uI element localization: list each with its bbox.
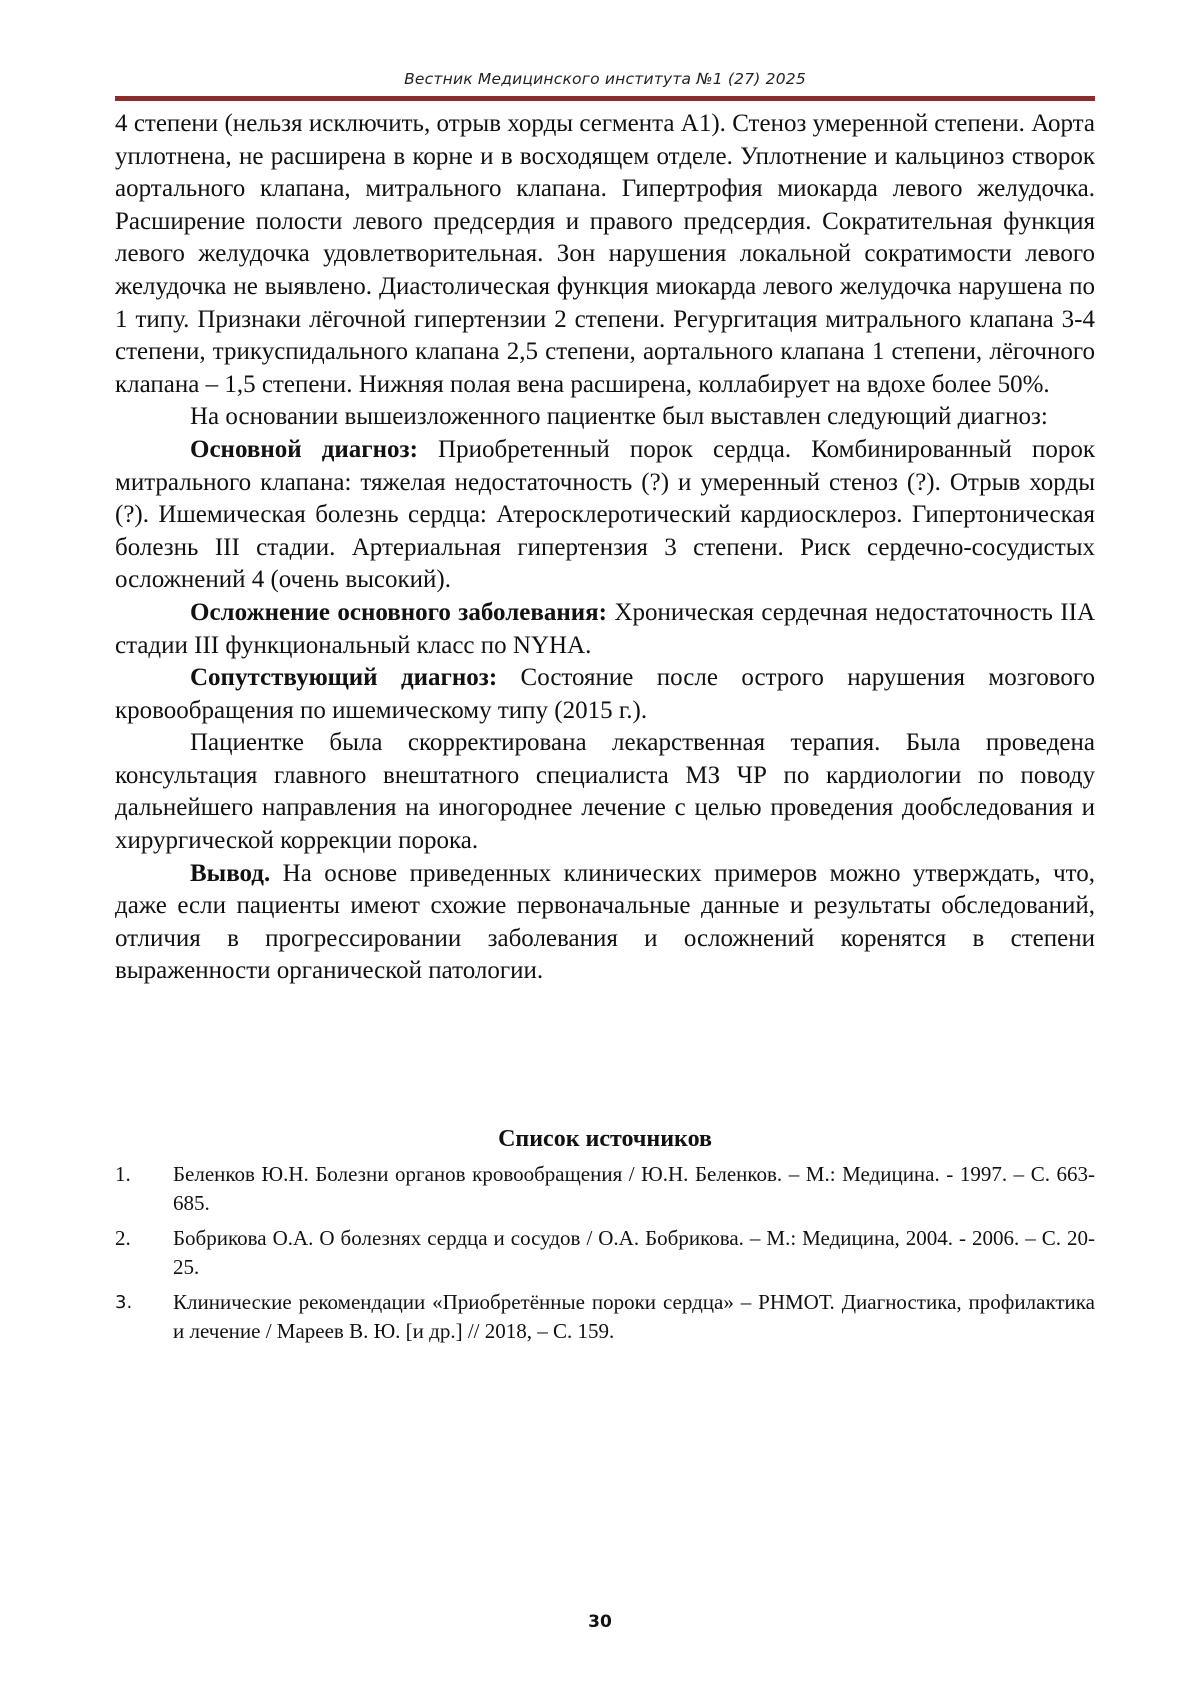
main-diagnosis-label: Основной диагноз: (190, 435, 418, 463)
references-title: Список источников (498, 1126, 712, 1152)
concomitant-diagnosis-text: Состояние после острого нарушения мозгового кровообращения по ишемическому типу (2015 г.). (115, 664, 1096, 724)
paragraph-complication (115, 597, 1095, 662)
reference-text: Беленков Ю.Н. Болезни органов кровообращения / Ю.Н. Беленков. – М.: Медицина. - 1997. – С. 663-685. (173, 1162, 1095, 1215)
main-diagnosis-text: Приобретенный порок сердца. Комбинированный порок митрального клапана: тяжелая недостаточность (?) и умеренный стеноз (?). Отрыв хорды (?). Ишемическая болезнь сердца: Атеросклеротический кардиосклероз. Гипертоническая болезнь III стадии. Артериальная гипертензия 3 степени. Риск сердечно-сосудистых осложнений 4 (очень высокий). (115, 435, 1095, 594)
reference-number: 3. (115, 1292, 133, 1313)
concomitant-diagnosis-label: Сопутствующий диагноз: (190, 664, 498, 692)
paragraph-main-diagnosis (115, 434, 1095, 597)
journal-header: Вестник Медицинского института №1 (27) 2025 (404, 70, 806, 88)
reference-number: 2. (115, 1226, 131, 1250)
paragraph-echo-findings: 4 степени (нельзя исключить, отрыв хорды сегмента А1). Стеноз умеренной степени. Аорта уплотнена, не расширена в корне и в восходящем отделе. Уплотнение и кальциноз створок аортального клапана, митрального клапана. Гипертрофия миокарда левого желудочка. Расширение полости левого предсердия и правого предсердия. Сократительная функция левого желудочка удовлетворительная. Зон нарушения локальной сократимости левого желудочка не выявлено. Диастолическая функция миокарда левого желудочка нарушена по 1 типу. Признаки лёгочной гипертензии 2 степени. Регургитация митрального клапана 3-4 степени, трикуспидального клапана 2,5 степени, аортального клапана 1 степени, лёгочного клапана – 1,5 степени. Нижняя полая вена расширена, коллабирует на вдохе более 50%. (115, 110, 1095, 398)
reference-number: 1. (115, 1162, 131, 1186)
paragraph-therapy: Пациентке была скорректирована лекарственная терапия. Была проведена консультация главного внештатного специалиста МЗ ЧР по кардиологии по поводу дальнейшего направления на иногороднее лечение с целью проведения дообследования и хирургической коррекции порока. (115, 729, 1095, 855)
paragraph-concomitant-diagnosis (115, 662, 1095, 727)
page-number: 30 (588, 1612, 612, 1632)
reference-item (115, 1288, 1095, 1346)
references-list (115, 1160, 1095, 1352)
reference-item (115, 1160, 1095, 1218)
paragraph-conclusion (115, 858, 1095, 988)
article-body (115, 108, 1095, 988)
paragraph-diagnosis-intro: На основании вышеизложенного пациентке был выставлен следующий диагноз: (190, 403, 1048, 431)
reference-item (115, 1224, 1095, 1282)
header-divider (115, 96, 1095, 101)
reference-text: Бобрикова О.А. О болезнях сердца и сосудов / О.А. Бобрикова. – М.: Медицина, 2004. - 2006. – С. 20-25. (173, 1226, 1095, 1279)
reference-text: Клинические рекомендации «Приобретённые пороки сердца» – РНМОТ. Диагностика, профилактика и лечение / Мареев В. Ю. [и др.] // 2018, – С. 159. (173, 1290, 1095, 1343)
conclusion-text: На основе приведенных клинических примеров можно утверждать, что, даже если пациенты имеют схожие первоначальные данные и результаты обследований, отличия в прогрессировании заболевания и осложнений коренятся в степени выраженности органической патологии. (115, 859, 1095, 985)
complication-label: Осложнение основного заболевания: (190, 598, 607, 626)
conclusion-label: Вывод. (190, 859, 271, 887)
complication-text: Хроническая сердечная недостаточность IIА стадии III функциональный класс по NYHA. (115, 598, 1095, 659)
